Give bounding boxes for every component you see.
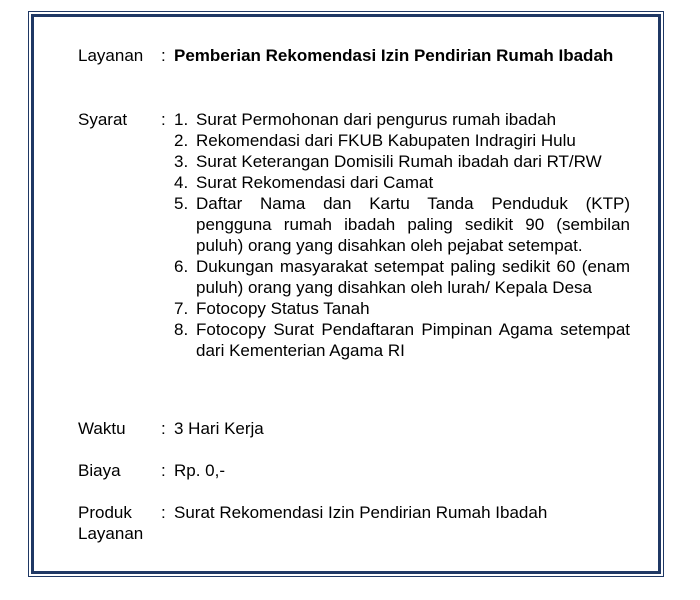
- biaya-colon: :: [161, 461, 166, 480]
- produk-value: Surat Rekomendasi Izin Pendirian Rumah Ibadah: [174, 503, 548, 522]
- syarat-label: Syarat: [78, 110, 128, 129]
- list-item: [174, 193, 630, 256]
- list-item-text: Surat Keterangan Domisili Rumah ibadah dari RT/RW: [196, 152, 602, 171]
- biaya-label: Biaya: [78, 461, 121, 480]
- produk-label: [78, 502, 156, 544]
- list-item-text: Surat Rekomendasi dari Camat: [196, 173, 434, 192]
- syarat-list: [174, 109, 630, 361]
- waktu-colon: :: [161, 419, 166, 438]
- list-item-number: 8.: [174, 320, 189, 339]
- document-frame: [31, 14, 661, 574]
- list-item: [174, 256, 630, 298]
- list-item: [174, 109, 630, 130]
- produk-label-line1: Produk: [78, 503, 132, 522]
- syarat-colon: :: [161, 110, 166, 129]
- list-item-text: Fotocopy Surat Pendaftaran Pimpinan Agama setempat dari Kementerian Agama RI: [196, 320, 630, 360]
- list-item-number: 7.: [174, 299, 189, 318]
- layanan-label: Layanan: [78, 46, 144, 65]
- waktu-value: 3 Hari Kerja: [174, 419, 264, 438]
- list-item-number: 2.: [174, 131, 189, 150]
- list-item-number: 6.: [174, 257, 189, 276]
- layanan-colon: :: [161, 46, 166, 65]
- produk-label-line2: Layanan: [78, 524, 144, 543]
- list-item-text: Dukungan masyarakat setempat paling sedikit 60 (enam puluh) orang yang disahkan oleh lurah/ Kepala Desa: [196, 257, 630, 297]
- list-item: [174, 319, 630, 361]
- waktu-label: Waktu: [78, 419, 126, 438]
- list-item: [174, 172, 630, 193]
- list-item-number: 3.: [174, 152, 189, 171]
- list-item-text: Rekomendasi dari FKUB Kabupaten Indragiri Hulu: [196, 131, 576, 150]
- biaya-value: Rp. 0,-: [174, 461, 226, 480]
- list-item: [174, 130, 630, 151]
- list-item-text: Daftar Nama dan Kartu Tanda Penduduk (KTP) pengguna rumah ibadah paling sedikit 90 (sembilan puluh) orang yang disahkan oleh pejabat setempat.: [196, 194, 630, 255]
- layanan-value: Pemberian Rekomendasi Izin Pendirian Rumah Ibadah: [174, 46, 614, 65]
- list-item-number: 1.: [174, 110, 189, 129]
- produk-colon: :: [161, 503, 166, 522]
- list-item: [174, 151, 630, 172]
- list-item-number: 4.: [174, 173, 189, 192]
- syarat-list-container: [174, 109, 630, 361]
- list-item-text: Surat Permohonan dari pengurus rumah ibadah: [196, 110, 557, 129]
- list-item: [174, 298, 630, 319]
- list-item-number: 5.: [174, 194, 189, 213]
- list-item-text: Fotocopy Status Tanah: [196, 299, 370, 318]
